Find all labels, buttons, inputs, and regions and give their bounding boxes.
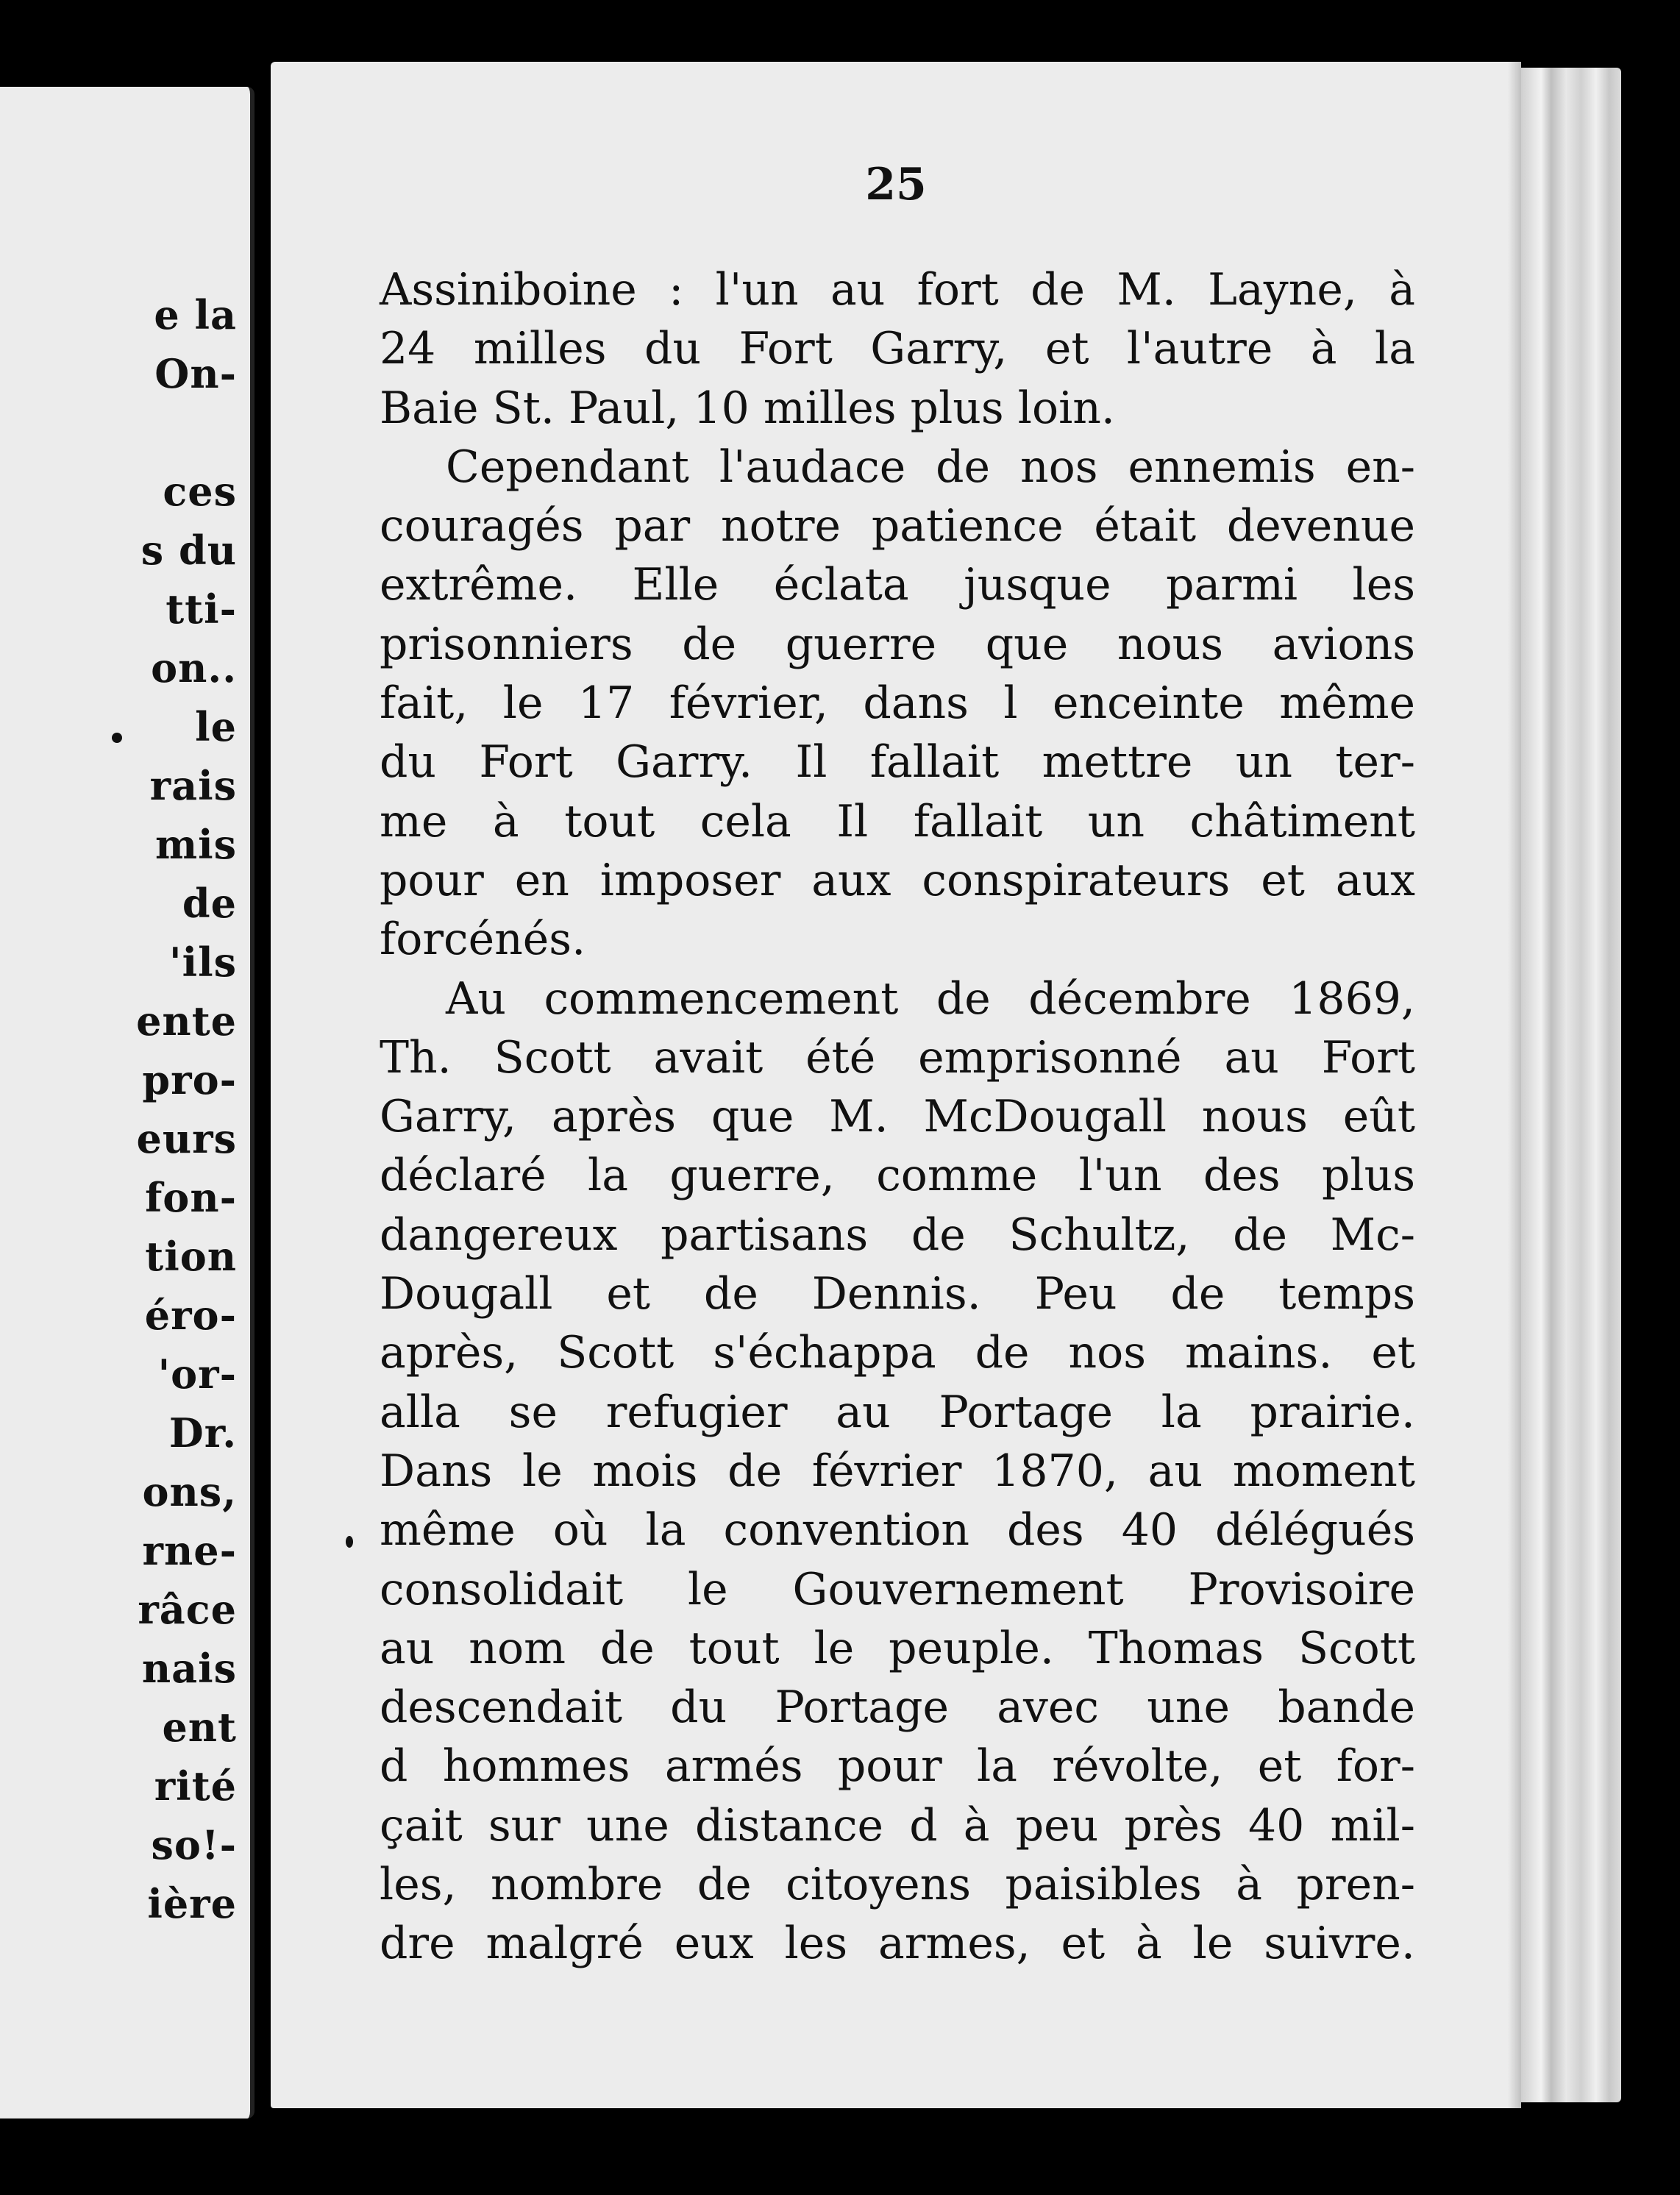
left-fragment-line: eurs bbox=[136, 1115, 237, 1162]
text-line: alla se refugier au Portage la prairie. bbox=[380, 1386, 1415, 1438]
text-line: couragés par notre patience était devenue bbox=[380, 500, 1415, 552]
text-line: consolidait le Gouvernement Provisoire bbox=[380, 1563, 1415, 1615]
left-fragment-line: so!- bbox=[151, 1821, 237, 1868]
left-fragment-line: ces bbox=[163, 468, 237, 515]
page-number: 25 bbox=[865, 159, 927, 210]
left-fragment-line: rité bbox=[154, 1762, 237, 1810]
right-page bbox=[271, 62, 1521, 2108]
text-line: prisonniers de guerre que nous avions bbox=[380, 618, 1415, 670]
left-fragment-line: ons, bbox=[142, 1468, 237, 1515]
text-line: Cependant l'audace de nos ennemis en- bbox=[446, 441, 1415, 493]
text-line: Dans le mois de février 1870, au moment bbox=[380, 1445, 1415, 1497]
text-line: dangereux partisans de Schultz, de Mc- bbox=[380, 1209, 1415, 1261]
left-fragment-line: s du bbox=[140, 527, 237, 574]
left-fragment-line: ente bbox=[136, 997, 237, 1045]
text-line: du Fort Garry. Il fallait mettre un ter- bbox=[380, 736, 1415, 789]
text-line: Dougall et de Dennis. Peu de temps bbox=[380, 1268, 1415, 1320]
left-fragment-line: mis bbox=[154, 821, 237, 868]
left-fragment-line: fon- bbox=[145, 1174, 237, 1221]
left-fragment-line: On- bbox=[154, 350, 237, 397]
left-fragment-line: e la bbox=[154, 291, 237, 338]
left-fragment-line: tti- bbox=[165, 586, 237, 633]
text-line: fait, le 17 février, dans l enceinte même bbox=[380, 677, 1415, 730]
page-body-text bbox=[380, 260, 1415, 1974]
text-line: me à tout cela Il fallait un châtiment bbox=[380, 795, 1415, 847]
left-fragment-line: rais bbox=[149, 762, 237, 809]
left-fragment-line: Dr. bbox=[168, 1409, 237, 1456]
text-line: après, Scott s'échappa de nos mains. et bbox=[380, 1327, 1415, 1379]
left-fragment-line bbox=[136, 403, 237, 462]
text-line: 24 milles du Fort Garry, et l'autre à la bbox=[380, 323, 1415, 375]
left-fragment-line: on.. bbox=[151, 644, 237, 691]
left-page-text-fragments bbox=[136, 285, 237, 1933]
text-line: descendait du Portage avec une bande bbox=[380, 1682, 1415, 1734]
text-line: forcénés. bbox=[380, 914, 586, 966]
ink-speck bbox=[346, 1536, 353, 1548]
book-page-edges bbox=[1521, 68, 1621, 2102]
left-fragment-line: nais bbox=[141, 1645, 237, 1692]
text-line: dre malgré eux les armes, et à le suivre. bbox=[380, 1918, 1415, 1970]
left-fragment-line: tion bbox=[145, 1233, 237, 1280]
left-fragment-line: rne- bbox=[142, 1527, 237, 1574]
text-line: Baie St. Paul, 10 milles plus loin. bbox=[380, 382, 1115, 434]
left-fragment-line: 'ils bbox=[169, 939, 237, 986]
text-line: Garry, après que M. McDougall nous eût bbox=[380, 1091, 1415, 1143]
left-fragment-line: de bbox=[182, 880, 237, 927]
left-fragment-line: ière bbox=[147, 1880, 237, 1927]
text-line: déclaré la guerre, comme l'un des plus bbox=[380, 1150, 1415, 1202]
left-fragment-line: râce bbox=[138, 1586, 237, 1633]
text-line: çait sur une distance d à peu près 40 mil- bbox=[380, 1799, 1415, 1851]
text-line: extrême. Elle éclata jusque parmi les bbox=[380, 559, 1415, 611]
left-fragment-line: pro- bbox=[142, 1056, 237, 1103]
left-fragment-line: le bbox=[195, 703, 237, 750]
left-fragment-line: éro- bbox=[144, 1292, 237, 1339]
text-line: même où la convention des 40 délégués bbox=[380, 1504, 1415, 1557]
ink-speck bbox=[112, 733, 122, 743]
text-line: les, nombre de citoyens paisibles à pren- bbox=[380, 1859, 1415, 1911]
text-line: d hommes armés pour la révolte, et for- bbox=[380, 1740, 1415, 1793]
text-line: Th. Scott avait été emprisonné au Fort bbox=[380, 1031, 1415, 1084]
text-line: pour en imposer aux conspirateurs et aux bbox=[380, 854, 1415, 906]
text-line: Assiniboine : l'un au fort de M. Layne, à bbox=[380, 264, 1415, 316]
left-fragment-line: 'or- bbox=[157, 1351, 237, 1398]
text-line: Au commencement de décembre 1869, bbox=[446, 972, 1415, 1025]
left-page bbox=[0, 87, 255, 2118]
left-fragment-line: ent bbox=[162, 1704, 237, 1751]
text-line: au nom de tout le peuple. Thomas Scott bbox=[380, 1622, 1415, 1674]
